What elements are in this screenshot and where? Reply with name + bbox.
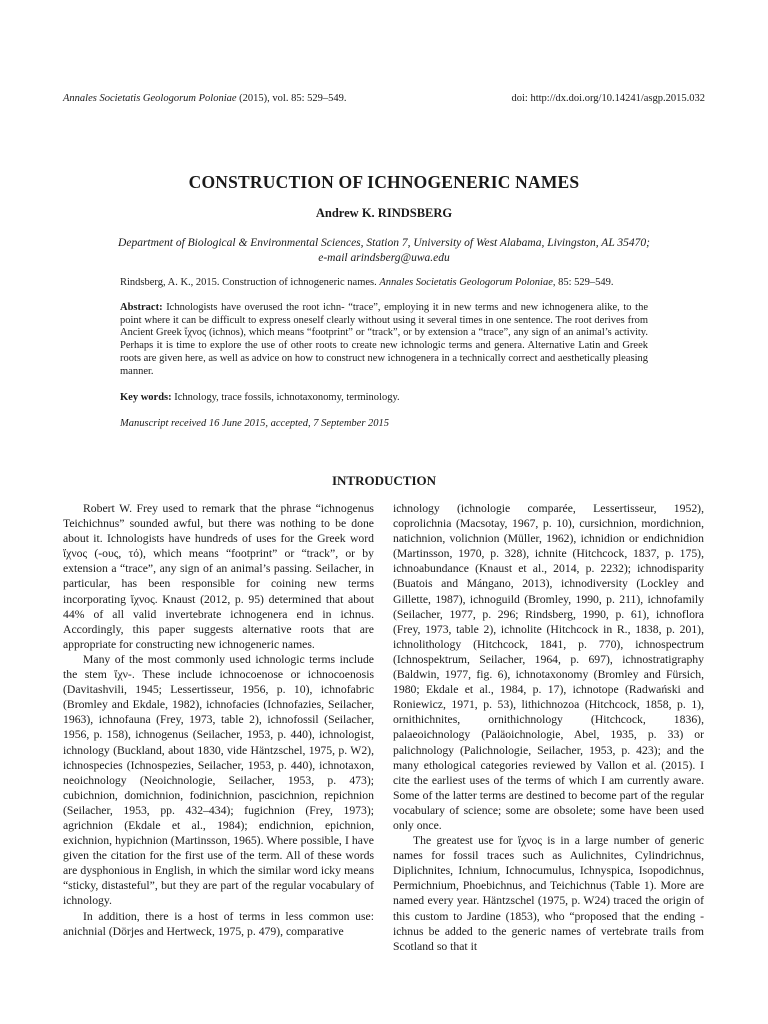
- affiliation: [85, 236, 683, 266]
- doi-link[interactable]: doi: http://dx.doi.org/10.14241/asgp.2015.032: [511, 93, 705, 104]
- paragraph: ichnology (ichnologie comparée, Lessertisseur, 1952), coprolichnia (Macsotay, 1967, p. 10), cursichnion, mordichnion, natichnion, volichnion (Müller, 1962), ichnidion or endichnidion (Martinsson, 1970, p. 328), ichnite (Hitchcock, 1837, p. 175), ichnoabundance (Knaust et al., 2014, p. 2232); ichnodisparity (Buatois and Mángano, 2013), ichnodiversity (Lockley and Gillette, 1987), ichnoguild (Bromley, 1990, p. 211), ichnofamily (Seilacher, 1977, p. 296; Rindsberg, 1990, p. 61), ichnoflora (Frey, 1973, table 2), ichnolite (Hitchcock in R., 1838, p. 201), ichnolithology (Hitchcock, 1841, p. 770), ichnospectrum (Ichnospektrum, Seilacher, 1964, p. 697), ichnostratigraphy (Baldwin, 1977, fig. 6), ichnotaxonomy (Bromley and Fürsich, 1980; Ekdale et al., 1984, p. 17), ichnotope (Radwański and Roniewicz, 1971, p. 53), lithichnozoa (Hitchcock, 1858, p. 1), ornithichnites, ornithichnology (Hitchcock, 1836), palaeoichnology (Paläoichnologie, Abel, 1935, p. 33) or palichnology (Palichnologie, Seilacher, 1953, p. 423); and the many ethological categories reviewed by Vallon et al. (2015). I cite the earliest uses of the terms of which I am currently aware. Some of the latter terms are destined to become part of the regular vocabulary of science; some are obsolete; some have been used only once.: [393, 502, 704, 832]
- author-name: Andrew K. RINDSBERG: [315, 206, 453, 220]
- paper-title: CONSTRUCTION OF ICHNOGENERIC NAMES: [188, 172, 580, 192]
- paragraph: The greatest use for ἴχνος is in a large number of generic names for fossil traces such as Aulichnites, Cylindrichnus, Diplichnites, Ichnium, Ichnocumulus, Ichnyspica, Isopodichnus, Permichnium, Phoebichnus, and Teichichnus (Table 1). More are named every year. Häntzschel (1975, p. W24) traced the origin of this custom to Jardine (1853), who “proposed that the ending -ichnus be added to the generic names of vertebrate trails from Scotland so that it: [393, 834, 704, 953]
- abstract-label: Abstract:: [120, 302, 163, 313]
- paragraph: In addition, there is a host of terms in less common use: anichnial (Dörjes and Hertweck, 1975, p. 479), comparative: [63, 909, 374, 938]
- body-column-right: [393, 501, 704, 954]
- citation: Rindsberg, A. K., 2015. Construction of ichnogeneric names. Annales Societatis Geologorum Poloniae, 85: 529–549.: [120, 277, 614, 288]
- keywords-label: Key words:: [120, 392, 172, 403]
- body-column-left: [63, 501, 374, 939]
- affiliation-address: Department of Biological & Environmental Sciences, Station 7, University of West Alabama, Livingston, AL 35470;: [118, 237, 650, 249]
- manuscript-dates: Manuscript received 16 June 2015, accepted, 7 September 2015: [120, 418, 390, 429]
- paragraph: Many of the most commonly used ichnologic terms include the stem ἴχν-. These include ichnocoenose or ichnocoenosis (Davitashvili, 1945; Lessertisseur, 1956, p. 10), ichnofabric (Bromley and Ekdale, 1982), ichnofacies (Ichnofazies, Seilacher, 1963), ichnofauna (Frey, 1973, table 2), ichnofossil (Seilacher, 1956, p. 158), ichnogenus (Seilacher, 1953, p. 440), ichnologist, ichnology (Buckland, about 1830, vide Häntzschel, 1975, p. W2), ichnospecies (Ichnospezies, Seilacher, 1953, p. 440), ichnotaxon, neoichnology (Neoichnologie, Seilacher, 1953, p. 473); cubichnion, domichnion, fodinichnion, pascichnion, repichnion (Seilacher, 1953, pp. 432–434); fugichnion (Frey, 1973); agrichnion (Ekdale et al., 1984); endichnion, epichnion, exichnion, hypichnion (Martinsson, 1965). Where possible, I have given the citation for the first use of the term. All of these words are dysphonious in English, in which the similar word icky means “sticky, distasteful”, but they are part of the regular vocabulary of ichnology.: [63, 652, 374, 908]
- abstract-text: Ichnologists have overused the root ichn- “trace”, employing it in new terms and new ichnogenera alike, to the point where it can be difficult to express oneself clearly without using it several times in one sentence. The root derives from Ancient Greek ἴχνος (ichnos), which means “footprint” or “track”, or by extension a “trace”, any sign of an animal’s activity. Perhaps it is time to explore the use of other roots to create new ichnologic terms and genera. Alternative Latin and Greek roots are given here, as well as advice on how to construct new ichnogenera in a technically correct and aesthetically pleasing manner.: [120, 302, 648, 377]
- keywords-text: Ichnology, trace fossils, ichnotaxonomy, terminology.: [171, 392, 400, 403]
- affiliation-email[interactable]: e-mail arindsberg@uwa.edu: [318, 252, 450, 264]
- paragraph: Robert W. Frey used to remark that the phrase “ichnogenus Teichichnus” sounded awful, but there was nothing to be done about it. Ichnologists have hundreds of uses for the Greek word ἴχνος (-ους, τό), which means “footprint” or “track”, or by extension a “trace”, any sign of an animal’s passing. Seilacher, in particular, has been responsible for coining new terms incorporating ἴχνος. Knaust (2012, p. 95) determined that about 44% of all valid invertebrate ichnogenera end in ichnus. Accordingly, this paper suggests alternative roots that are appropriate for constructing new ichnogeneric names.: [63, 502, 374, 651]
- section-heading-introduction: INTRODUCTION: [331, 473, 436, 488]
- abstract: [120, 302, 648, 378]
- keywords: [120, 392, 660, 403]
- journal-reference: Annales Societatis Geologorum Poloniae (2015), vol. 85: 529–549.: [63, 93, 347, 104]
- running-header: [63, 93, 705, 109]
